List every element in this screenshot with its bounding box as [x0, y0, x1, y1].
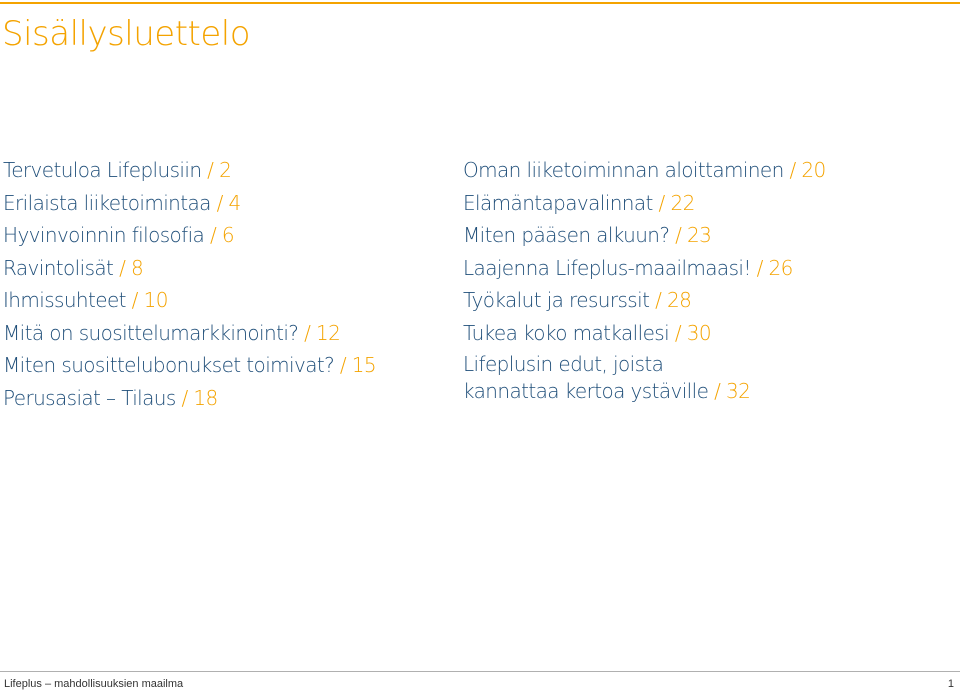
toc-item[interactable] — [3, 154, 443, 187]
toc-item-title: Lifeplusin edut, joista — [463, 352, 664, 376]
toc-item[interactable] — [3, 252, 443, 285]
toc-item-page: / 32 — [714, 379, 751, 403]
toc-item-title: Oman liiketoiminnan aloittaminen — [463, 158, 784, 182]
footer-rule — [0, 671, 960, 672]
toc-item-page: / 6 — [209, 223, 235, 247]
toc-item[interactable] — [3, 187, 443, 220]
page-title: Sisällysluettelo — [2, 14, 251, 54]
footer-text: Lifeplus – mahdollisuuksien maailma — [4, 678, 184, 690]
toc-item-page: / 4 — [216, 190, 241, 215]
toc-item-title: Työkalut ja resurssit — [463, 288, 650, 312]
toc-item[interactable] — [463, 284, 943, 317]
toc-left-column — [3, 154, 443, 414]
toc-item[interactable] — [463, 154, 943, 187]
toc-item-title: Elämäntapavalinnat — [463, 190, 653, 215]
top-rule — [0, 2, 960, 4]
toc-item-page: / 2 — [207, 158, 232, 182]
toc-item[interactable] — [3, 219, 443, 252]
toc-item-title: Ravintolisät — [3, 255, 114, 280]
toc-item[interactable] — [3, 349, 443, 382]
toc-item-page: / 10 — [131, 288, 168, 312]
toc-item-title: Hyvinvoinnin filosofia — [3, 223, 205, 247]
toc-item[interactable] — [463, 187, 943, 220]
toc-item-page: / 12 — [304, 320, 341, 345]
toc-item[interactable] — [463, 252, 943, 285]
toc-item-title: Tervetuloa Lifeplusiin — [3, 158, 202, 182]
toc-item[interactable] — [463, 349, 943, 405]
toc-item-title: Perusasiat – Tilaus — [3, 385, 176, 410]
toc-item-title: Miten pääsen alkuun? — [463, 223, 670, 247]
toc-item-title: Miten suosittelubonukset toimivat? — [3, 353, 335, 377]
page-number: 1 — [947, 678, 954, 690]
toc-item-title: Tukea koko matkallesi — [463, 320, 670, 345]
toc-item[interactable] — [463, 219, 943, 252]
toc-right-column — [463, 154, 943, 405]
toc-item-title: Mitä on suosittelumarkkinointi? — [3, 320, 299, 345]
toc-item-page: / 23 — [675, 223, 712, 247]
toc-item[interactable] — [3, 382, 443, 415]
toc-item-title: Erilaista liiketoimintaa — [3, 190, 211, 215]
toc-item-title: Laajenna Lifeplus-maailmaasi! — [463, 255, 751, 280]
toc-item-page: / 28 — [655, 288, 692, 312]
toc-item-page: / 22 — [658, 190, 695, 215]
toc-item-page: / 15 — [339, 353, 377, 377]
toc-item[interactable] — [3, 317, 443, 350]
toc-item-page: / 8 — [119, 255, 144, 280]
toc-item-page: / 20 — [789, 158, 826, 182]
toc-item-page: / 18 — [181, 385, 218, 410]
toc-item[interactable] — [463, 317, 943, 350]
toc-item[interactable] — [3, 284, 443, 317]
toc-item-page: / 30 — [674, 320, 711, 345]
toc-item-title: Ihmissuhteet — [3, 288, 126, 312]
toc-item-page: / 26 — [756, 255, 793, 280]
toc-item-title-line-2: kannattaa kertoa ystäville — [463, 379, 709, 403]
